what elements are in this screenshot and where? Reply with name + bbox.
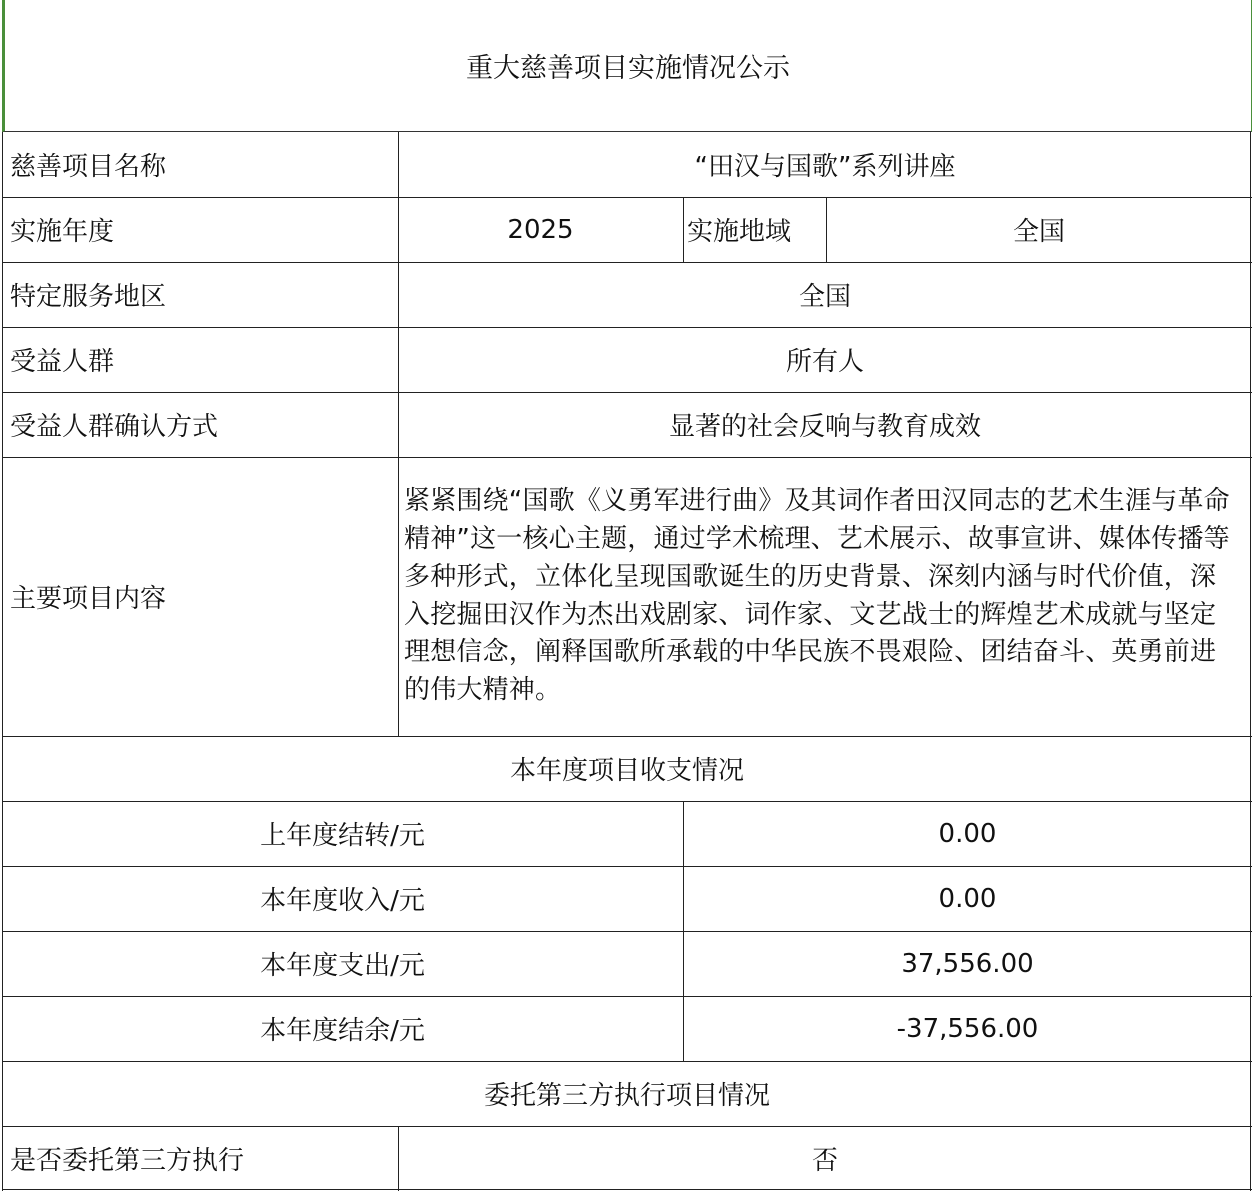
finance-header: 本年度项目收支情况 — [509, 756, 744, 786]
grid-line — [2, 262, 1252, 263]
main-content-label: 主要项目内容 — [10, 584, 167, 614]
region-label: 实施地域 — [687, 217, 792, 247]
year-label: 实施年度 — [10, 217, 115, 247]
service-area-label: 特定服务地区 — [10, 282, 167, 312]
finance-item-value: 0.00 — [938, 818, 997, 849]
grid-line — [2, 931, 1252, 932]
year-value: 2025 — [507, 214, 574, 245]
finance-item-value: 37,556.00 — [901, 948, 1034, 979]
project-name-label: 慈善项目名称 — [10, 152, 167, 182]
grid-line — [2, 132, 3, 1191]
grid-line — [2, 1126, 1252, 1127]
grid-line — [398, 132, 399, 736]
grid-line — [2, 1189, 1252, 1190]
grid-line — [683, 801, 684, 1061]
grid-line — [398, 1126, 399, 1191]
confirm-method-label: 受益人群确认方式 — [10, 412, 219, 442]
service-area-value: 全国 — [798, 282, 851, 312]
grid-line — [826, 197, 827, 262]
finance-item-value: -37,556.00 — [896, 1013, 1039, 1044]
grid-line — [2, 457, 1252, 458]
region-value: 全国 — [1012, 217, 1065, 247]
finance-item-label: 本年度支出/元 — [260, 951, 425, 981]
beneficiaries-label: 受益人群 — [10, 347, 115, 377]
grid-line — [2, 801, 1252, 802]
finance-item-label: 上年度结转/元 — [260, 821, 425, 851]
confirm-method-value: 显著的社会反响与教育成效 — [668, 412, 981, 442]
grid-line — [1250, 132, 1251, 1191]
grid-line — [683, 197, 684, 262]
grid-line — [2, 736, 1252, 737]
grid-line — [2, 392, 1252, 393]
main-content-value: 紧紧围绕“国歌《义勇军进行曲》及其词作者田汉同志的艺术生涯与革命精神”这一核心主题，通过学术梳理、艺术展示、故事宣讲、媒体传播等多种形式，立体化呈现国歌诞生的历史背景、深刻内涵与时代价值，深入挖掘田汉作为杰出戏剧家、词作家、文艺战士的辉煌艺术成就与坚定理想信念，阐释国歌所承载的中华民族不畏艰险、团结奋斗、英勇前进的伟大精神。 — [404, 486, 1230, 706]
project-name-value: “田汉与国歌”系列讲座 — [694, 152, 956, 182]
page-title: 重大慈善项目实施情况公示 — [2, 0, 1252, 132]
third-party-value: 否 — [811, 1146, 838, 1176]
grid-line — [2, 866, 1252, 867]
third-party-label: 是否委托第三方执行 — [10, 1146, 245, 1176]
finance-item-label: 本年度结余/元 — [260, 1016, 425, 1046]
third-party-header: 委托第三方执行项目情况 — [483, 1081, 770, 1111]
grid-line — [2, 197, 1252, 198]
grid-line — [2, 1061, 1252, 1062]
grid-line — [2, 996, 1252, 997]
finance-item-label: 本年度收入/元 — [260, 886, 425, 916]
beneficiaries-value: 所有人 — [785, 347, 864, 377]
finance-item-value: 0.00 — [938, 883, 997, 914]
grid-line — [2, 327, 1252, 328]
